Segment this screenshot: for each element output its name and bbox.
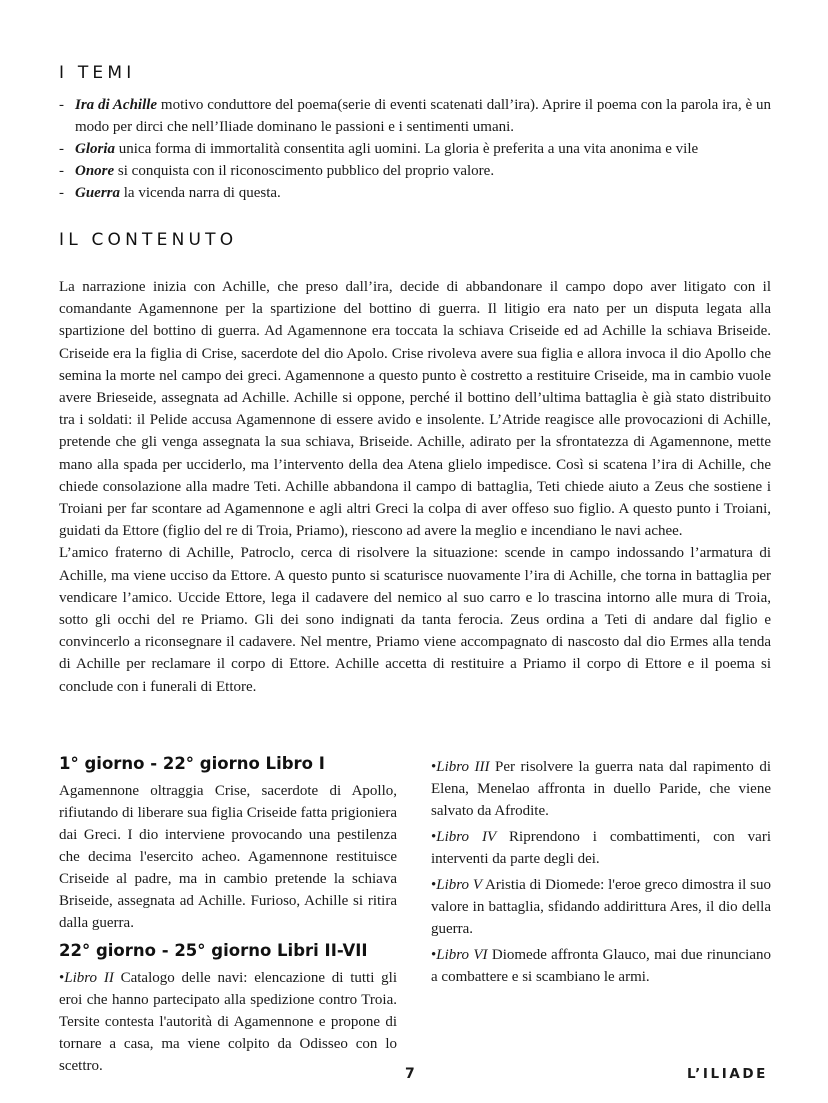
theme-description: unica forma di immortalità consentita agli uomini. La gloria è preferita a una vita anonima e vile (115, 141, 699, 157)
section-heading-contenuto: IL CONTENUTO (59, 230, 238, 250)
book-summary: Per risolvere la guerra nata dal rapimento di Elena, Menelao affronta in duello Paride, che viene salvato da Afrodite. (431, 759, 771, 819)
bullet-icon: • (59, 970, 65, 986)
libro-1-summary: Agamennone oltraggia Crise, sacerdote di Apollo, rifiutando di liberare sua figlia Criseide fatta prigioniera dai Greci. I dio interviene provocando una pestilenza che decima l'esercito acheo. Agamennone restituisce Criseide al padre, ma in cambio pretende la schiava Briseide, assegnata ad Achille. Furioso, Achille si ritira dalla guerra. (59, 783, 397, 931)
theme-description: si conquista con il riconoscimento pubblico del proprio valore. (114, 163, 495, 179)
list-item (59, 182, 771, 204)
book-entry (431, 874, 771, 940)
bullet-icon: • (431, 947, 437, 963)
list-item (59, 160, 771, 182)
book-title: Libro VI (436, 947, 488, 963)
page-number: 7 (405, 1066, 415, 1082)
book-title: Libro V (436, 877, 483, 893)
book-entry (431, 944, 771, 988)
theme-term: Guerra (75, 185, 121, 201)
theme-description: motivo conduttore del poema(serie di eventi scatenati dall’ira). Aprire il poema con la parola ira, è un modo per dirci che nell’Iliade dominano le passioni e i sentimenti umani. (75, 97, 771, 135)
body-paragraph: L’amico fraterno di Achille, Patroclo, cerca di risolvere la situazione: scende in campo indossando l’armatura di Achille, ma viene ucciso da Ettore. A questo punto si scaturisce nuovamente l’ira di Achille, che torna in battaglia per vendicare l’amico. Uccide Ettore, lega il cadavere del nemico al suo carro e lo trascina intorno alle mura di Troia, sotto gli occhi del re Priamo. Gli dei sono indignati da tanta ferocia. Zeus ordina a Teti di andare dal figlio e convincerlo a riconsegnare il cadavere. Nel mentre, Priamo viene accompagnato di nascosto dal dio Ermes alla tenda di Achille per reclamare il corpo di Ettore. Achille accetta di restituire a Priamo il corpo di Ettore e il poema si conclude con i funerali di Ettore. (59, 545, 771, 695)
dash-bullet-icon: - (59, 141, 64, 157)
theme-term: Onore (75, 163, 115, 179)
book-title: Libro IV (436, 829, 497, 845)
right-column (431, 752, 771, 988)
list-item (59, 94, 771, 138)
theme-description: la vicenda narra di questa. (120, 185, 281, 201)
book-summary: Riprendono i combattimenti, con vari interventi da parte degli dei. (431, 829, 771, 867)
temi-list (59, 94, 771, 204)
book-title: Libro III (436, 759, 490, 775)
body-paragraph: La narrazione inizia con Achille, che preso dall’ira, decide di abbandonare il campo dopo aver litigato con il comandante Agamennone per la spartizione del bottino di guerra. Il litigio era nato per un disputa legata alla spartizione del bottino di guerra. Ad Agamennone era toccata la schiava Criseide ed ad Achille la schiava Briseide. Criseide era la figlia di Crise, sacerdote del dio Apolo. Crise rivoleva avere sua figlia e allora invoca il dio Apollo che semina la morte nel campo dei greci. Agamennone a questo punto è costretto a restituire Criseide, ma in cambio vuole avere Brieseide, assegnata ad Achille. Achille si oppone, perché il bottino dell’ultima battaglia è già stato distribuito tra i soldati: il Pelide accusa Agamennone di essere avido e insolente. L’Atride reagisce alle provocazioni di Achille, pretende che gli venga assegnata la sua schiava, Briseide. Achille, adirato per la sfrontatezza di Agamennone, mette mano alla spada per ucciderlo, ma l’intervento della dea Atena glielo impedisce. Così si scatena l’ira di Achille, che chiede consolazione alla madre Teti. Achille abbandona il campo di battaglia, Teti chiede aiuto a Zeus che sostiene i Troiani per far scontare ad Agamennone e agli altri Greci la colpa di aver offeso suo figlio. A questo punto i Troiani, guidati da Ettore (figlio del re di Troia, Priamo), riescono ad avere la meglio e incendiano le navi achee. (59, 279, 771, 540)
book-summary: Catalogo delle navi: elencazione di tutti gli eroi che hanno partecipato alla spedizione contro Troia. Tersite contesta l'autorità di Agamennone e propone di tornare a casa, ma viene colpito da Odisseo con lo scettro. (59, 970, 397, 1074)
dash-bullet-icon: - (59, 163, 64, 179)
bullet-icon: • (431, 829, 437, 845)
left-column (59, 752, 397, 1077)
bullet-icon: • (431, 759, 437, 775)
book-summary: Aristia di Diomede: l'eroe greco dimostra il suo valore in battaglia, sfidando addirittura Ares, il dio della guerra. (431, 877, 771, 937)
dash-bullet-icon: - (59, 97, 64, 113)
section-heading-libro-1: 1° giorno - 22° giorno Libro I (59, 754, 325, 773)
contenuto-body (59, 276, 771, 698)
running-footer-title: L’ILIADE (687, 1066, 768, 1082)
section-heading-temi: I TEMI (59, 63, 136, 83)
theme-term: Gloria (75, 141, 116, 157)
book-summary: Diomede affronta Glauco, mai due rinunciano a combattere e si scambiano le armi. (431, 947, 772, 985)
dash-bullet-icon: - (59, 185, 64, 201)
bullet-icon: • (431, 877, 437, 893)
book-entry (59, 967, 397, 1077)
list-item (59, 138, 771, 160)
book-entry (431, 826, 771, 870)
section-heading-libri-2-7: 22° giorno - 25° giorno Libri II-VII (59, 941, 368, 960)
theme-term: Ira di Achille (75, 97, 158, 113)
book-entry (431, 756, 771, 822)
book-title: Libro II (64, 970, 114, 986)
